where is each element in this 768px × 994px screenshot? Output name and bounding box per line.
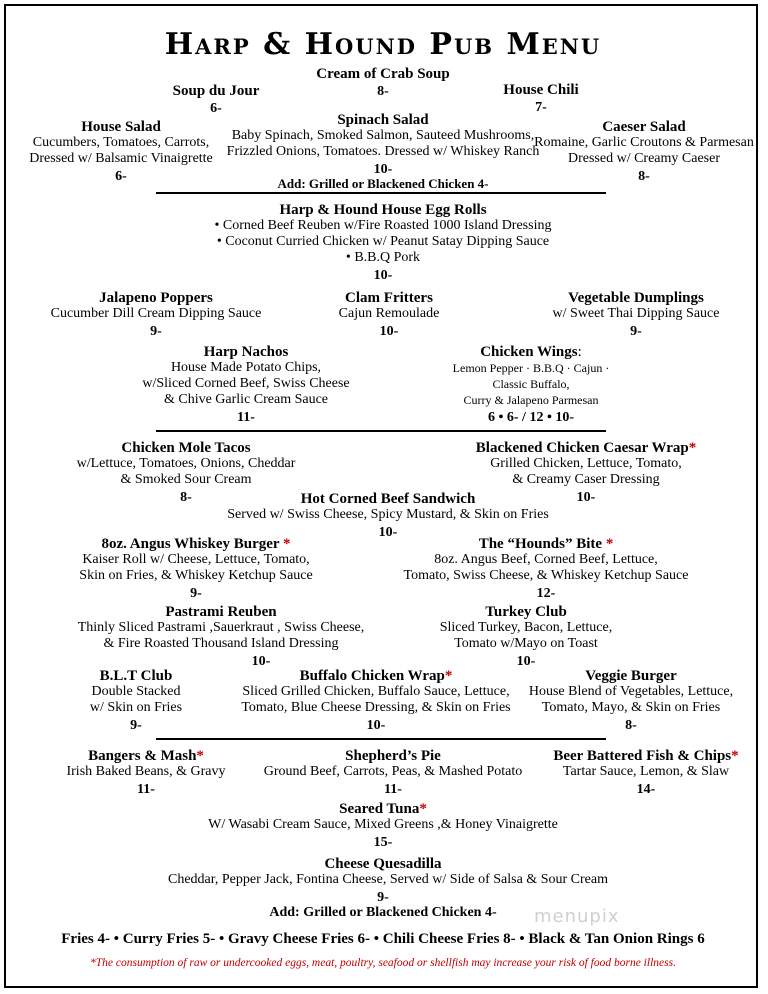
item-price: 10- xyxy=(576,490,596,505)
item-price: 9- xyxy=(190,586,202,601)
item-pastrami-reuben xyxy=(76,604,366,670)
item-name: 8oz. Angus Whiskey Burger * xyxy=(101,536,291,552)
item-desc: Lemon Pepper · B.B.Q · Cajun · xyxy=(452,361,610,375)
item-name: Caeser Salad xyxy=(602,119,686,135)
item-desc: w/Lettuce, Tomatoes, Onions, Cheddar xyxy=(76,456,296,471)
item-corned-beef xyxy=(218,491,558,541)
item-vegetable-dumplings xyxy=(526,290,746,340)
item-buffalo-wrap xyxy=(236,668,516,734)
item-name: Harp & Hound House Egg Rolls xyxy=(279,202,487,218)
item-desc: W/ Wasabi Cream Sauce, Mixed Greens ,& Honey Vinaigrette xyxy=(208,817,558,832)
item-name: Hot Corned Beef Sandwich xyxy=(300,491,476,507)
item-bangers-mash xyxy=(26,748,266,798)
item-name: Blackened Chicken Caesar Wrap* xyxy=(475,440,697,456)
item-seared-tuna xyxy=(193,801,573,851)
item-price: 10- xyxy=(251,654,271,669)
item-desc: Curry & Jalapeno Parmesan xyxy=(463,393,599,407)
item-desc: & Fire Roasted Thousand Island Dressing xyxy=(103,636,339,651)
item-price: 10- xyxy=(516,654,536,669)
item-name: Veggie Burger xyxy=(585,668,677,684)
item-name: Jalapeno Poppers xyxy=(99,290,213,306)
item-jalapeno-poppers xyxy=(26,290,286,340)
item-crab-soup xyxy=(283,66,483,100)
item-desc: Cucumbers, Tomatoes, Carrots, xyxy=(32,135,210,150)
item-price: 8- xyxy=(180,490,192,505)
item-desc: Dressed w/ Balsamic Vinaigrette xyxy=(29,151,213,166)
divider xyxy=(156,738,606,740)
item-desc: Frizzled Onions, Tomatoes. Dressed w/ Whiskey Ranch xyxy=(226,144,540,159)
item-harp-nachos xyxy=(126,344,366,426)
item-name: Shepherd’s Pie xyxy=(345,748,441,764)
item-price: 6- xyxy=(210,101,222,116)
item-desc: Double Stacked xyxy=(91,684,181,699)
item-price: 7- xyxy=(535,100,547,115)
item-option: • Coconut Curried Chicken w/ Peanut Satay Dipping Sauce xyxy=(216,234,550,249)
item-name: Turkey Club xyxy=(485,604,567,620)
item-desc: Classic Buffalo, xyxy=(492,377,570,391)
item-blt-club xyxy=(56,668,216,734)
item-fish-chips xyxy=(536,748,756,798)
item-desc: Kaiser Roll w/ Cheese, Lettuce, Tomato, xyxy=(82,552,310,567)
item-name: Chicken Wings: xyxy=(480,344,582,360)
item-name: Harp Nachos xyxy=(203,344,289,360)
item-caeser-salad xyxy=(534,119,754,185)
item-price: 11- xyxy=(384,782,402,797)
item-price: 10- xyxy=(379,324,399,339)
menu-title: Harp & Hound Pub Menu xyxy=(164,27,602,62)
item-price: 10- xyxy=(373,162,393,177)
item-name: Cheese Quesadilla xyxy=(324,856,442,872)
item-desc: Sliced Turkey, Bacon, Lettuce, xyxy=(439,620,613,635)
salad-addon: Add: Grilled or Blackened Chicken 4- xyxy=(277,176,489,191)
item-price: 6 • 6- / 12 • 10- xyxy=(487,410,575,425)
item-desc: Tomato, Mayo, & Skin on Fries xyxy=(541,700,721,715)
item-desc: Baby Spinach, Smoked Salmon, Sauteed Mushrooms, xyxy=(231,128,535,143)
item-price: 10- xyxy=(378,525,398,540)
item-name: House Chili xyxy=(503,82,579,98)
item-price: 14- xyxy=(636,782,656,797)
item-desc: Romaine, Garlic Croutons & Parmesan xyxy=(534,135,754,150)
item-price: 9- xyxy=(150,324,162,339)
item-desc: Tomato w/Mayo on Toast xyxy=(454,636,598,651)
item-option: • Corned Beef Reuben w/Fire Roasted 1000 Island Dressing xyxy=(214,218,552,233)
item-desc: & Creamy Caser Dressing xyxy=(512,472,660,487)
item-desc: w/Sliced Corned Beef, Swiss Cheese xyxy=(142,376,350,391)
watermark: menupix xyxy=(534,906,620,927)
item-price: 12- xyxy=(536,586,556,601)
item-name: Beer Battered Fish & Chips* xyxy=(553,748,739,764)
item-desc: 8oz. Angus Beef, Corned Beef, Lettuce, xyxy=(434,552,658,567)
item-desc: Tomato, Swiss Cheese, & Whiskey Ketchup Sauce xyxy=(403,568,689,583)
item-name: Spinach Salad xyxy=(337,112,429,128)
item-name: Seared Tuna* xyxy=(339,801,427,817)
item-name: B.L.T Club xyxy=(99,668,173,684)
item-desc: Sliced Grilled Chicken, Buffalo Sauce, Lettuce, xyxy=(242,684,510,699)
item-price: 10- xyxy=(373,268,393,283)
item-price: 9- xyxy=(377,890,389,905)
item-desc: Tartar Sauce, Lemon, & Slaw xyxy=(562,764,730,779)
item-desc: Cajun Remoulade xyxy=(338,306,440,321)
item-turkey-club xyxy=(416,604,636,670)
item-desc: Irish Baked Beans, & Gravy xyxy=(66,764,226,779)
item-name: Clam Fritters xyxy=(345,290,433,306)
item-price: 15- xyxy=(373,835,393,850)
item-desc: Served w/ Swiss Cheese, Spicy Mustard, & Skin on Fries xyxy=(227,507,549,522)
item-price: 8- xyxy=(638,169,650,184)
item-desc: Skin on Fries, & Whiskey Ketchup Sauce xyxy=(79,568,313,583)
item-angus-burger xyxy=(71,536,321,602)
item-name: Soup du Jour xyxy=(172,83,260,99)
item-price: 11- xyxy=(137,782,155,797)
item-veggie-burger xyxy=(526,668,736,734)
item-name: Buffalo Chicken Wrap* xyxy=(299,668,453,684)
item-hounds-bite xyxy=(396,536,696,602)
item-price: 8- xyxy=(625,718,637,733)
item-desc: Ground Beef, Carrots, Peas, & Mashed Potato xyxy=(263,764,523,779)
divider xyxy=(156,192,606,194)
item-price: 9- xyxy=(630,324,642,339)
item-egg-rolls xyxy=(183,202,583,284)
item-desc: & Chive Garlic Cream Sauce xyxy=(163,392,329,407)
item-desc: House Made Potato Chips, xyxy=(170,360,322,375)
item-price: 9- xyxy=(130,718,142,733)
item-name: Bangers & Mash* xyxy=(88,748,204,764)
entree-addon: Add: Grilled or Blackened Chicken 4- xyxy=(269,905,497,920)
item-name: Pastrami Reuben xyxy=(165,604,277,620)
item-price: 8- xyxy=(377,84,389,99)
item-desc: House Blend of Vegetables, Lettuce, xyxy=(528,684,734,699)
item-name: Cream of Crab Soup xyxy=(316,66,450,82)
item-desc: Grilled Chicken, Lettuce, Tomato, xyxy=(490,456,682,471)
item-house-chili xyxy=(476,82,606,116)
item-price: 11- xyxy=(237,410,255,425)
item-shepherds-pie xyxy=(243,748,543,798)
item-clam-fritters xyxy=(309,290,469,340)
item-cheese-quesadilla xyxy=(168,856,608,906)
item-desc: Dressed w/ Creamy Caeser xyxy=(567,151,720,166)
item-house-salad xyxy=(16,119,226,185)
item-name: The “Hounds” Bite * xyxy=(478,536,614,552)
item-name: Vegetable Dumplings xyxy=(568,290,704,306)
item-option: • B.B.Q Pork xyxy=(345,250,421,265)
divider xyxy=(156,430,606,432)
item-name: Chicken Mole Tacos xyxy=(121,440,251,456)
item-price: 6- xyxy=(115,169,127,184)
item-desc: w/ Sweet Thai Dipping Sauce xyxy=(552,306,720,321)
footnote: *The consumption of raw or undercooked eggs, meat, poultry, seafood or shellfish may increase your risk of food borne illness. xyxy=(90,957,676,969)
item-desc: Cucumber Dill Cream Dipping Sauce xyxy=(50,306,262,321)
item-desc: Cheddar, Pepper Jack, Fontina Cheese, Served w/ Side of Salsa & Sour Cream xyxy=(168,872,608,887)
sides-list: Fries 4- • Curry Fries 5- • Gravy Cheese Fries 6- • Chili Cheese Fries 8- • Black & Tan Onion Rings 6 xyxy=(61,931,705,947)
item-desc: Thinly Sliced Pastrami ,Sauerkraut , Swiss Cheese, xyxy=(77,620,365,635)
item-chicken-wings xyxy=(421,344,641,426)
item-price: 10- xyxy=(366,718,386,733)
menu-page xyxy=(4,4,758,988)
item-desc: & Smoked Sour Cream xyxy=(120,472,252,487)
item-name: House Salad xyxy=(81,119,161,135)
item-desc: w/ Skin on Fries xyxy=(89,700,183,715)
item-spinach-salad xyxy=(223,112,543,178)
item-desc: Tomato, Blue Cheese Dressing, & Skin on Fries xyxy=(241,700,511,715)
